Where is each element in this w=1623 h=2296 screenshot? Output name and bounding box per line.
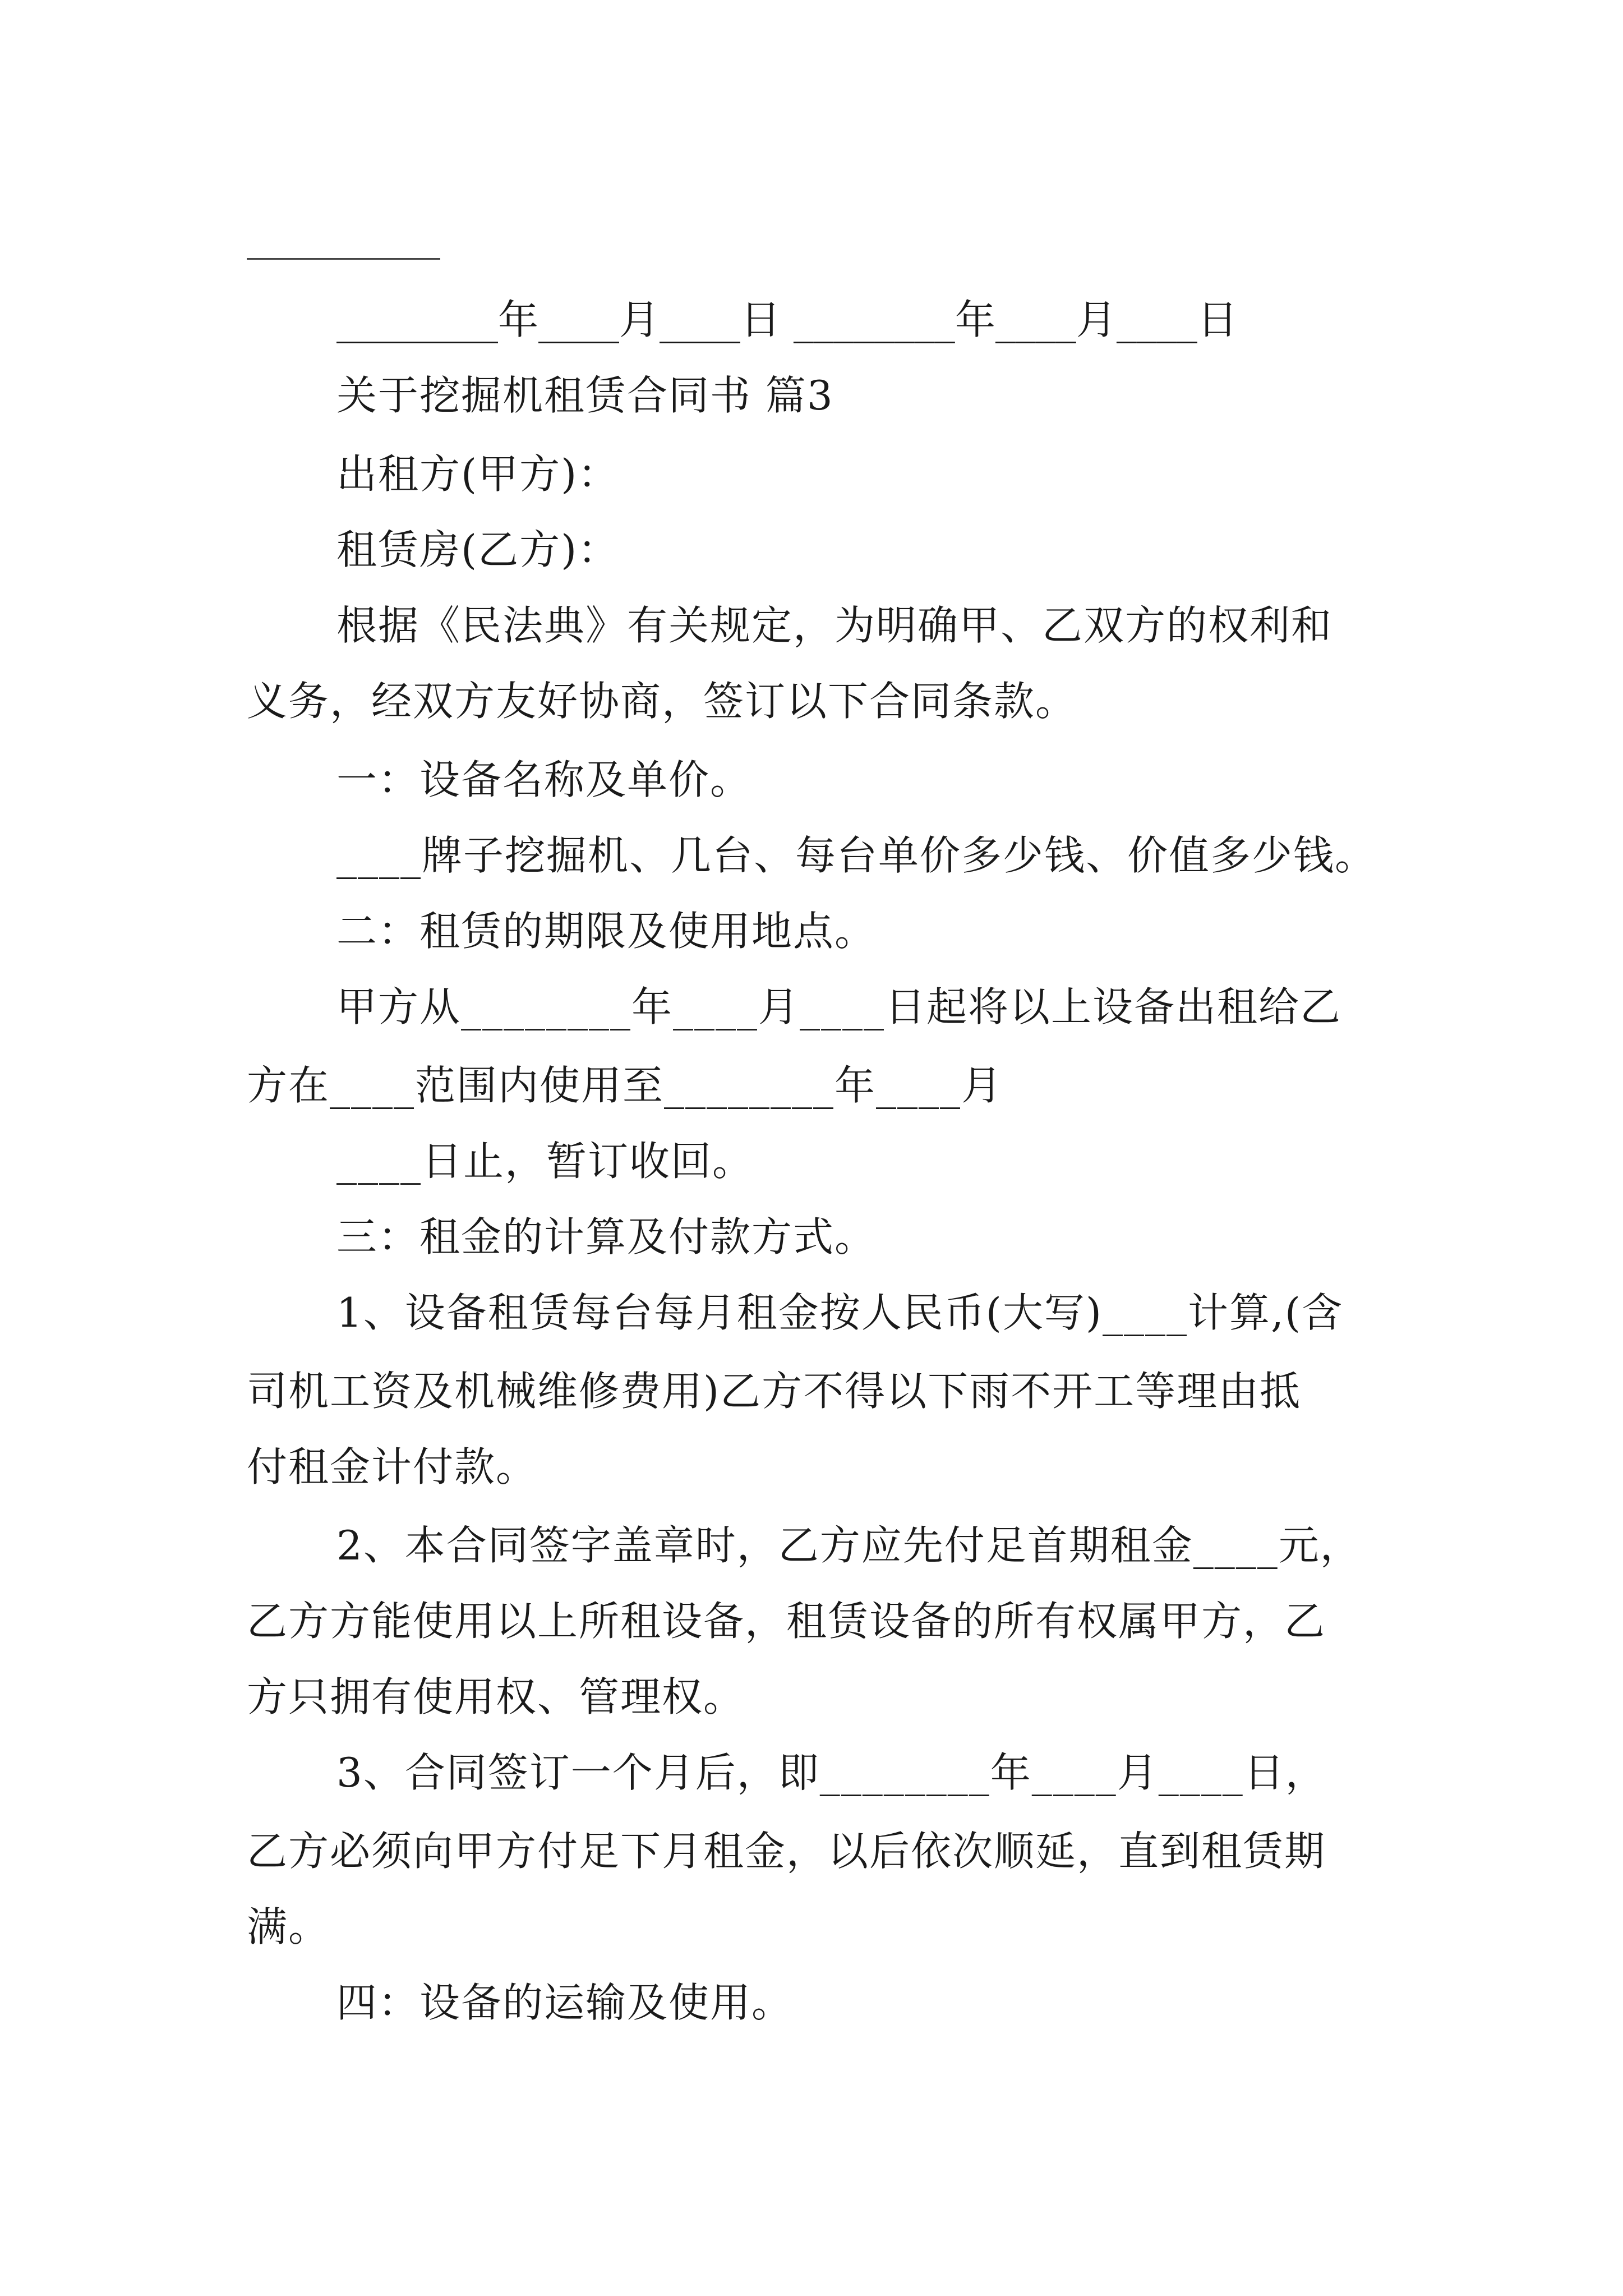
clause-item: 方只拥有使用权、管理权。: [247, 1673, 745, 1720]
clause-title: 三：租金的计算及付款方式。: [336, 1213, 877, 1260]
clause-item: 乙方必须向甲方付足下月租金，以后依次顺延，直到租赁期: [247, 1828, 1326, 1875]
signature-rule: [247, 258, 440, 260]
clause-title: 一：设备名称及单价。: [336, 756, 752, 803]
clause-body: 甲方从________年____月____日起将以上设备出租给乙: [336, 983, 1342, 1030]
clause-item: 1、设备租赁每台每月租金按人民币(大写)____计算,(含: [336, 1289, 1343, 1336]
lessee-label: 租赁房(乙方)：: [336, 526, 620, 573]
clause-body: ____日止，暂订收回。: [336, 1138, 754, 1185]
preamble-line: 根据《民法典》有关规定，为明确甲、乙双方的权利和: [336, 602, 1333, 649]
clause-item: 满。: [247, 1903, 330, 1950]
clause-title: 四：设备的运输及使用。: [336, 1979, 794, 2026]
clause-item: 乙方方能使用以上所租设备，租赁设备的所有权属甲方，乙: [247, 1598, 1326, 1645]
section-title: 关于挖掘机租赁合同书 篇3: [336, 372, 834, 419]
clause-body: ____牌子挖掘机、几台、每台单价多少钱、价值多少钱。: [336, 832, 1377, 879]
clause-body: 方在____范围内使用至________年____月: [247, 1062, 1003, 1109]
clause-item: 2、本合同签字盖章时，乙方应先付足首期租金____元，: [336, 1522, 1362, 1569]
clause-item: 3、合同签订一个月后，即________年____月____日，: [336, 1749, 1327, 1796]
preamble-line: 义务，经双方友好协商，签订以下合同条款。: [247, 678, 1077, 725]
clause-item: 付租金计付款。: [247, 1443, 538, 1490]
clause-title: 二：租赁的期限及使用地点。: [336, 908, 877, 955]
date-line: ________年____月____日 ________年____月____日: [336, 296, 1238, 343]
lessor-label: 出租方(甲方)：: [336, 450, 620, 498]
clause-item: 司机工资及机械维修费用)乙方不得以下雨不开工等理由抵: [247, 1368, 1302, 1415]
